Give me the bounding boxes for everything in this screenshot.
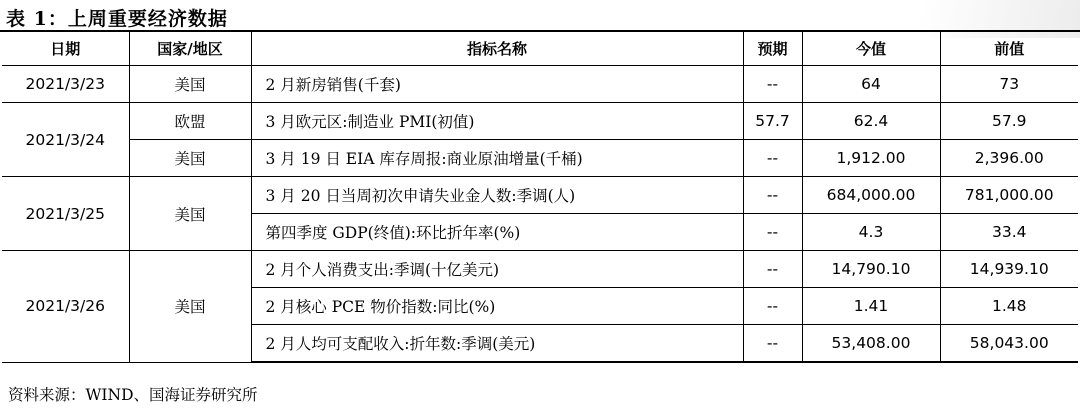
indicator-cell: 2 月人均可支配收入:折年数:季调(美元) (251, 325, 743, 363)
expected-cell: 57.7 (743, 103, 802, 140)
header-indicator: 指标名称 (251, 32, 743, 66)
date-cell: 2021/3/26 (2, 251, 129, 363)
indicator-cell: 3 月欧元区:制造业 PMI(初值) (251, 103, 743, 140)
expected-cell: -- (743, 288, 802, 325)
economic-data-table (2, 32, 1078, 363)
header-row (2, 32, 1078, 66)
expected-cell: -- (743, 66, 802, 103)
date-cell: 2021/3/23 (2, 66, 129, 103)
date-cell: 2021/3/24 (2, 103, 129, 177)
previous-cell: 781,000.00 (940, 177, 1078, 214)
region-cell: 美国 (129, 140, 251, 177)
table-row (2, 103, 1078, 140)
current-cell: 1,912.00 (802, 140, 940, 177)
current-cell: 62.4 (802, 103, 940, 140)
table-row (2, 177, 1078, 214)
current-cell: 4.3 (802, 214, 940, 251)
table-title: 表 1：上周重要经济数据 (6, 8, 228, 30)
previous-cell: 1.48 (940, 288, 1078, 325)
expected-cell: -- (743, 325, 802, 363)
table-row (2, 140, 1078, 177)
previous-cell: 58,043.00 (940, 325, 1078, 363)
indicator-cell: 第四季度 GDP(终值):环比折年率(%) (251, 214, 743, 251)
indicator-cell: 2 月新房销售(千套) (251, 66, 743, 103)
region-cell: 美国 (129, 66, 251, 103)
expected-cell: -- (743, 251, 802, 288)
header-current: 今值 (802, 32, 940, 66)
source-note: 资料来源：WIND、国海证券研究所 (8, 386, 258, 404)
date-cell: 2021/3/25 (2, 177, 129, 251)
expected-cell: -- (743, 140, 802, 177)
previous-cell: 33.4 (940, 214, 1078, 251)
previous-cell: 57.9 (940, 103, 1078, 140)
header-expected: 预期 (743, 32, 802, 66)
indicator-cell: 2 月个人消费支出:季调(十亿美元) (251, 251, 743, 288)
region-cell: 欧盟 (129, 103, 251, 140)
current-cell: 14,790.10 (802, 251, 940, 288)
previous-cell: 2,396.00 (940, 140, 1078, 177)
current-cell: 64 (802, 66, 940, 103)
region-cell: 美国 (129, 251, 251, 363)
previous-cell: 73 (940, 66, 1078, 103)
current-cell: 1.41 (802, 288, 940, 325)
indicator-cell: 2 月核心 PCE 物价指数:同比(%) (251, 288, 743, 325)
expected-cell: -- (743, 177, 802, 214)
expected-cell: -- (743, 214, 802, 251)
current-cell: 684,000.00 (802, 177, 940, 214)
header-region: 国家/地区 (129, 32, 251, 66)
indicator-cell: 3 月 19 日 EIA 库存周报:商业原油增量(千桶) (251, 140, 743, 177)
header-previous: 前值 (940, 32, 1078, 66)
current-cell: 53,408.00 (802, 325, 940, 363)
indicator-cell: 3 月 20 日当周初次申请失业金人数:季调(人) (251, 177, 743, 214)
table-row (2, 251, 1078, 288)
region-cell: 美国 (129, 177, 251, 251)
table-row (2, 66, 1078, 103)
header-date: 日期 (2, 32, 129, 66)
previous-cell: 14,939.10 (940, 251, 1078, 288)
